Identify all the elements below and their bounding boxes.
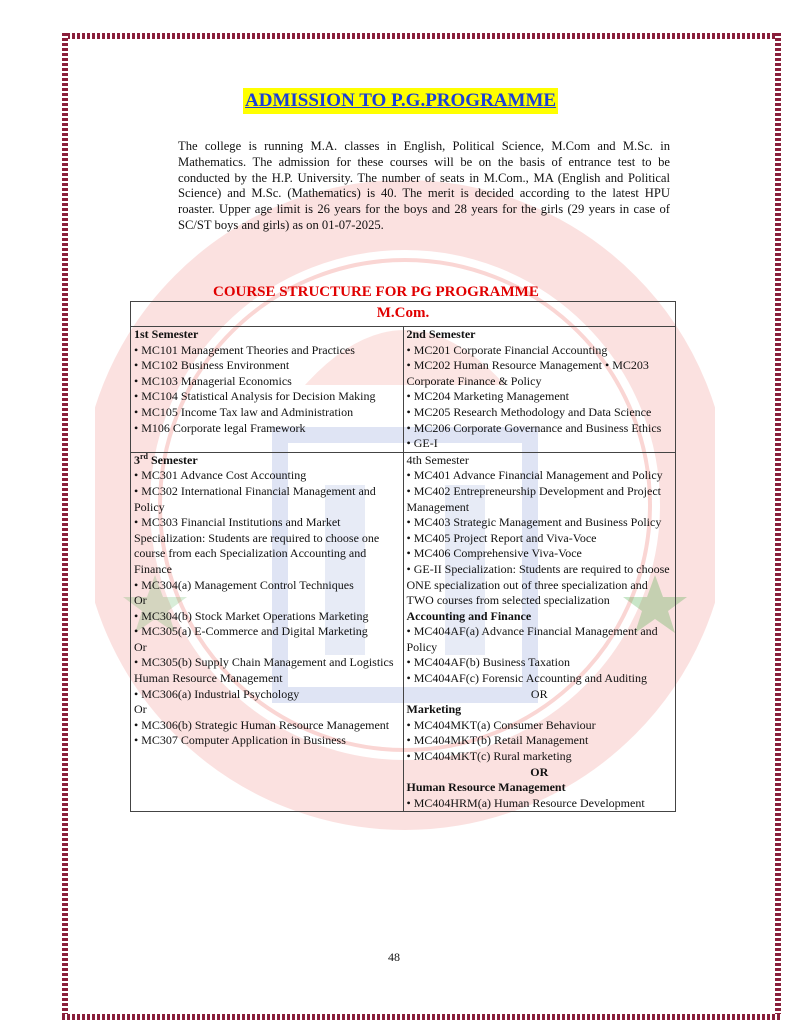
list-item: • MC204 Marketing Management [406,389,570,404]
sem4-title: 4th Semester [406,452,469,467]
list-item: • GE-I [406,436,438,451]
table-row [131,327,676,453]
sem4-cell [403,452,676,812]
list-item: • MC303 Financial Institutions and Market Specialization: Students are required to choose one course from each Specialization Accounting and Finance [134,515,380,576]
list-item: • MC307 Computer Application in Business [134,733,346,748]
list-item: • MC402 Entrepreneurship Development and Project Management [406,483,661,514]
course-structure-table [130,301,676,812]
list-item: • MC306(b) Strategic Human Resource Management [134,717,390,732]
list-item: • MC403 Strategic Management and Business Policy [406,515,662,530]
list-item: • MC304(a) Management Control Techniques [134,577,354,592]
or-separator: Or [134,702,147,717]
list-item: • MC305(a) E-Commerce and Digital Marketing [134,624,368,639]
table-row [131,452,676,812]
list-item: • MC404AF(c) Forensic Accounting and Auditing [406,671,648,686]
page-title: ADMISSION TO P.G.PROGRAMME [243,88,558,114]
list-item: • MC404AF(b) Business Taxation [406,655,570,670]
sem3-title [134,453,400,469]
list-item: • MC405 Project Report and Viva-Voce [406,530,597,545]
list-item: • MC102 Business Environment [134,358,290,373]
list-item: • MC404MKT(c) Rural marketing [406,749,572,764]
list-item: • MC404AF(a) Advance Financial Management and Policy [406,624,658,654]
list-item: • MC202 Human Resource Management • MC203 Corporate Finance & Policy [406,358,649,388]
intro-paragraph: The college is running M.A. classes in English, Political Science, M.Com and M.Sc. in Mathematics. The admission for these courses will be on the basis of entrance test to be conducted by the H.P. University. The number of seats in M.Com., MA (English and Political Science) and M.Sc. (Mathematics) is 40. The merit is decided according to the latest HPU roaster. Upper age limit is 26 years for the boys and 28 years for the girls (29 years in case of SC/ST boys and girls) as on 01-07-2025. [178,139,670,232]
list-item: • GE-II Specialization: Students are required to choose ONE specialization out of three specialization and TWO courses from selected specialization [406,561,670,608]
list-item: • MC401 Advance Financial Management and Policy [406,468,663,483]
hrm-heading: Human Resource Management [406,780,566,795]
list-item: • MC101 Management Theories and Practices [134,342,355,357]
list-item: • MC404MKT(a) Consumer Behaviour [406,717,596,732]
or-separator: OR [530,764,549,779]
list-item: • MC302 International Financial Management and Policy [134,483,376,514]
list-item: • MC206 Corporate Governance and Business Ethics [406,420,662,435]
list-item: • MC304(b) Stock Market Operations Marketing [134,608,369,623]
table-heading: M.Com. [131,302,676,327]
sem1-cell [131,327,404,453]
list-item: • MC201 Corporate Financial Accounting [406,342,608,357]
list-item: • M106 Corporate legal Framework [134,420,306,435]
sem3-title-num: 3 [134,452,140,467]
list-item: • MC305(b) Supply Chain Management and Logistics Human Resource Management [134,655,394,686]
list-item: • MC105 Income Tax law and Administration [134,404,354,419]
accounting-finance-heading: Accounting and Finance [406,608,532,623]
or-separator: Or [134,639,147,654]
sem3-title-sup: rd [140,451,148,461]
sem1-title: 1st Semester [134,327,199,341]
list-item: • MC103 Managerial Economics [134,373,292,388]
list-item: • MC406 Comprehensive Viva-Voce [406,546,582,561]
list-item: • MC404HRM(a) Human Resource Development [406,795,645,810]
section-title: COURSE STRUCTURE FOR PG PROGRAMME [213,284,539,300]
list-item: • MC306(a) Industrial Psychology [134,686,300,701]
page-number: 48 [388,950,400,964]
sem3-cell [131,452,404,812]
sem2-title: 2nd Semester [406,327,476,341]
list-item: • MC104 Statistical Analysis for Decision Making [134,389,376,404]
or-separator: Or [134,593,147,608]
list-item: • MC205 Research Methodology and Data Science [406,404,652,419]
list-item: • MC404MKT(b) Retail Management [406,733,589,748]
list-item: • MC301 Advance Cost Accounting [134,468,307,483]
sem3-title-rest: Semester [148,452,198,467]
or-separator: OR [530,686,548,701]
marketing-heading: Marketing [406,702,462,717]
sem2-cell [403,327,676,453]
